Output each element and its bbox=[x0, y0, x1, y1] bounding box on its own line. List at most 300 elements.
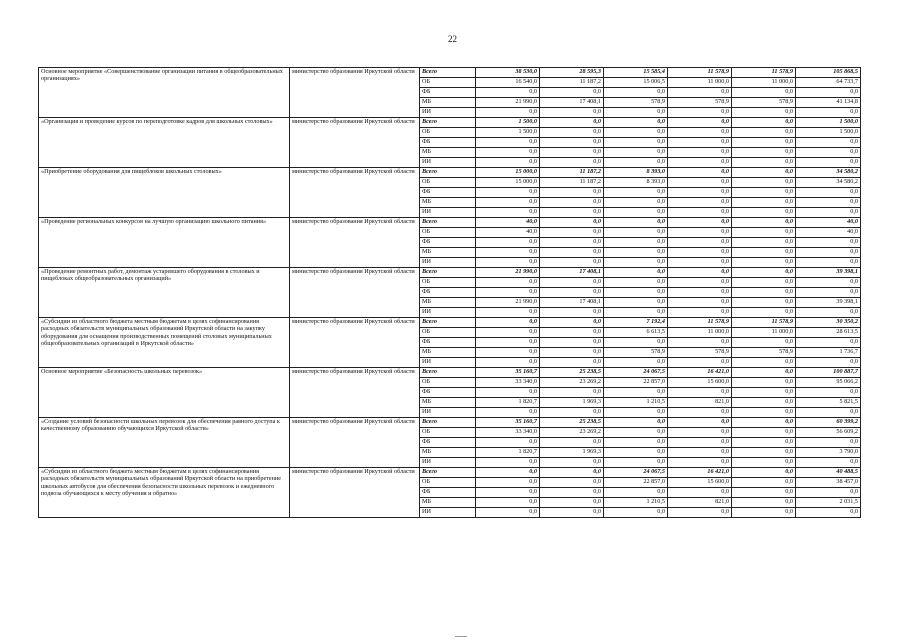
year-value: 0,0 bbox=[668, 158, 732, 168]
total-value: 0,0 bbox=[796, 338, 861, 348]
activity-name: «Субсидии из областного бюджета местным бюджетам в целях софинансирования расходных обязательств муниципальных образований Иркутской области на приобретение школьных автобусов для обеспечения безопасности школьных перевозок и ежедневного подвоза обучающихся к месту обучения и обратно» bbox=[39, 468, 290, 518]
funding-source: Всего bbox=[420, 318, 476, 328]
year-value: 11 578,9 bbox=[668, 318, 732, 328]
responsible-organization: министерство образования Иркутской области bbox=[290, 418, 420, 468]
funding-source: ФБ bbox=[420, 488, 476, 498]
total-value: 30 350,2 bbox=[796, 318, 861, 328]
year-value: 0,0 bbox=[668, 188, 732, 198]
total-value: 0,0 bbox=[796, 288, 861, 298]
table-row bbox=[39, 68, 861, 78]
total-value: 0,0 bbox=[796, 308, 861, 318]
year-value: 11 578,9 bbox=[668, 68, 732, 78]
responsible-organization: министерство образования Иркутской области bbox=[290, 368, 420, 418]
funding-source: ФБ bbox=[420, 338, 476, 348]
table-row bbox=[39, 318, 861, 328]
year-value: 15 600,0 bbox=[668, 478, 732, 488]
year-value: 0,0 bbox=[604, 128, 668, 138]
total-value: 64 733,7 bbox=[796, 78, 861, 88]
funding-source: МБ bbox=[420, 148, 476, 158]
year-value: 0,0 bbox=[732, 148, 796, 158]
total-value: 1 500,0 bbox=[796, 128, 861, 138]
activity-name: «Проведение региональных конкурсов на лучшую организацию школьного питания» bbox=[39, 218, 290, 268]
year-value: 0,0 bbox=[732, 498, 796, 508]
funding-source: ОБ bbox=[420, 178, 476, 188]
year-value: 0,0 bbox=[604, 488, 668, 498]
year-value: 24 067,5 bbox=[604, 468, 668, 478]
year-value: 0,0 bbox=[540, 118, 604, 128]
year-value: 0,0 bbox=[732, 298, 796, 308]
year-value: 0,0 bbox=[540, 158, 604, 168]
year-value: 0,0 bbox=[668, 258, 732, 268]
year-value: 0,0 bbox=[604, 208, 668, 218]
year-value: 0,0 bbox=[732, 238, 796, 248]
year-value: 28 595,3 bbox=[540, 68, 604, 78]
total-value: 0,0 bbox=[796, 508, 861, 518]
year-value: 16 540,0 bbox=[476, 78, 540, 88]
year-value: 0,0 bbox=[604, 258, 668, 268]
total-value: 0,0 bbox=[796, 258, 861, 268]
year-value: 0,0 bbox=[732, 448, 796, 458]
total-value: 0,0 bbox=[796, 198, 861, 208]
funding-source: ФБ bbox=[420, 188, 476, 198]
total-value: 0,0 bbox=[796, 208, 861, 218]
year-value: 23 269,2 bbox=[540, 378, 604, 388]
year-value: 0,0 bbox=[668, 418, 732, 428]
year-value: 22 857,0 bbox=[604, 378, 668, 388]
year-value: 0,0 bbox=[732, 108, 796, 118]
total-value: 0,0 bbox=[796, 278, 861, 288]
year-value: 0,0 bbox=[476, 318, 540, 328]
year-value: 11 187,2 bbox=[540, 78, 604, 88]
total-value: 34 580,2 bbox=[796, 178, 861, 188]
year-value: 0,0 bbox=[732, 88, 796, 98]
year-value: 0,0 bbox=[668, 238, 732, 248]
year-value: 40,0 bbox=[476, 218, 540, 228]
year-value: 0,0 bbox=[476, 288, 540, 298]
table-row bbox=[39, 218, 861, 228]
funding-source: МБ bbox=[420, 98, 476, 108]
activity-name: Основное мероприятие «Безопасность школьных перевозок» bbox=[39, 368, 290, 418]
responsible-organization: министерство образования Иркутской области bbox=[290, 468, 420, 518]
funding-source: МБ bbox=[420, 498, 476, 508]
year-value: 0,0 bbox=[732, 188, 796, 198]
year-value: 0,0 bbox=[604, 338, 668, 348]
total-value: 28 613,5 bbox=[796, 328, 861, 338]
table-row bbox=[39, 468, 861, 478]
funding-source: ОБ bbox=[420, 478, 476, 488]
year-value: 0,0 bbox=[732, 258, 796, 268]
year-value: 11 000,0 bbox=[732, 78, 796, 88]
funding-source: Всего bbox=[420, 218, 476, 228]
year-value: 0,0 bbox=[668, 338, 732, 348]
year-value: 0,0 bbox=[668, 138, 732, 148]
year-value: 0,0 bbox=[540, 288, 604, 298]
total-value: 0,0 bbox=[796, 188, 861, 198]
year-value: 1 969,3 bbox=[540, 448, 604, 458]
total-value: 34 580,2 bbox=[796, 168, 861, 178]
year-value: 0,0 bbox=[732, 398, 796, 408]
year-value: 38 530,0 bbox=[476, 68, 540, 78]
year-value: 0,0 bbox=[476, 108, 540, 118]
responsible-organization: министерство образования Иркутской области bbox=[290, 168, 420, 218]
year-value: 1 969,3 bbox=[540, 398, 604, 408]
year-value: 0,0 bbox=[668, 108, 732, 118]
year-value: 0,0 bbox=[540, 208, 604, 218]
year-value: 17 408,1 bbox=[540, 268, 604, 278]
year-value: 0,0 bbox=[668, 148, 732, 158]
funding-source: МБ bbox=[420, 198, 476, 208]
year-value: 0,0 bbox=[476, 328, 540, 338]
year-value: 0,0 bbox=[476, 208, 540, 218]
year-value: 11 578,9 bbox=[732, 68, 796, 78]
year-value: 821,0 bbox=[668, 398, 732, 408]
activity-name: Основное мероприятие «Совершенствование организации питания в общеобразовательных организациях» bbox=[39, 68, 290, 118]
year-value: 0,0 bbox=[476, 498, 540, 508]
funding-source: ИИ bbox=[420, 258, 476, 268]
table-row bbox=[39, 268, 861, 278]
year-value: 0,0 bbox=[732, 278, 796, 288]
funding-source: ОБ bbox=[420, 328, 476, 338]
year-value: 0,0 bbox=[540, 438, 604, 448]
year-value: 0,0 bbox=[540, 468, 604, 478]
year-value: 15 006,5 bbox=[604, 78, 668, 88]
total-value: 2 031,5 bbox=[796, 498, 861, 508]
year-value: 25 238,5 bbox=[540, 368, 604, 378]
year-value: 0,0 bbox=[540, 258, 604, 268]
year-value: 35 160,7 bbox=[476, 418, 540, 428]
year-value: 0,0 bbox=[732, 158, 796, 168]
activity-name: «Организация и проведение курсов по переподготовке кадров для школьных столовых» bbox=[39, 118, 290, 168]
year-value: 0,0 bbox=[476, 408, 540, 418]
total-value: 0,0 bbox=[796, 138, 861, 148]
total-value: 56 609,2 bbox=[796, 428, 861, 438]
year-value: 0,0 bbox=[668, 268, 732, 278]
funding-source: ОБ bbox=[420, 428, 476, 438]
funding-source: ФБ bbox=[420, 238, 476, 248]
year-value: 0,0 bbox=[668, 408, 732, 418]
year-value: 0,0 bbox=[604, 438, 668, 448]
year-value: 0,0 bbox=[604, 358, 668, 368]
year-value: 0,0 bbox=[540, 238, 604, 248]
funding-source: Всего bbox=[420, 268, 476, 278]
year-value: 0,0 bbox=[604, 428, 668, 438]
year-value: 15 585,4 bbox=[604, 68, 668, 78]
year-value: 0,0 bbox=[540, 338, 604, 348]
total-value: 0,0 bbox=[796, 438, 861, 448]
activity-name: «Приобретение оборудования для пищеблоков школьных столовых» bbox=[39, 168, 290, 218]
funding-source: ОБ bbox=[420, 378, 476, 388]
year-value: 25 238,5 bbox=[540, 418, 604, 428]
year-value: 0,0 bbox=[668, 448, 732, 458]
funding-source: ФБ bbox=[420, 138, 476, 148]
responsible-organization: министерство образования Иркутской области bbox=[290, 68, 420, 118]
year-value: 0,0 bbox=[732, 508, 796, 518]
year-value: 6 613,5 bbox=[604, 328, 668, 338]
year-value: 0,0 bbox=[540, 278, 604, 288]
year-value: 0,0 bbox=[604, 118, 668, 128]
year-value: 0,0 bbox=[668, 178, 732, 188]
funding-source: Всего bbox=[420, 168, 476, 178]
year-value: 0,0 bbox=[476, 348, 540, 358]
year-value: 0,0 bbox=[732, 138, 796, 148]
year-value: 0,0 bbox=[476, 88, 540, 98]
year-value: 0,0 bbox=[732, 118, 796, 128]
total-value: 0,0 bbox=[796, 108, 861, 118]
year-value: 0,0 bbox=[604, 218, 668, 228]
funding-source: Всего bbox=[420, 118, 476, 128]
year-value: 0,0 bbox=[604, 288, 668, 298]
year-value: 0,0 bbox=[604, 418, 668, 428]
year-value: 21 990,0 bbox=[476, 98, 540, 108]
total-value: 95 066,2 bbox=[796, 378, 861, 388]
year-value: 24 067,5 bbox=[604, 368, 668, 378]
funding-source: МБ bbox=[420, 248, 476, 258]
year-value: 0,0 bbox=[604, 238, 668, 248]
funding-source: ИИ bbox=[420, 208, 476, 218]
year-value: 0,0 bbox=[604, 508, 668, 518]
total-value: 0,0 bbox=[796, 158, 861, 168]
year-value: 578,9 bbox=[668, 98, 732, 108]
total-value: 0,0 bbox=[796, 488, 861, 498]
year-value: 0,0 bbox=[668, 288, 732, 298]
year-value: 0,0 bbox=[668, 208, 732, 218]
year-value: 0,0 bbox=[540, 198, 604, 208]
year-value: 0,0 bbox=[732, 308, 796, 318]
year-value: 1 500,0 bbox=[476, 128, 540, 138]
total-value: 1 736,7 bbox=[796, 348, 861, 358]
year-value: 0,0 bbox=[540, 128, 604, 138]
year-value: 0,0 bbox=[732, 368, 796, 378]
year-value: 1 820,7 bbox=[476, 448, 540, 458]
funding-source: ФБ bbox=[420, 288, 476, 298]
funding-source: Всего bbox=[420, 468, 476, 478]
year-value: 0,0 bbox=[732, 458, 796, 468]
total-value: 105 868,5 bbox=[796, 68, 861, 78]
budget-table-body bbox=[39, 68, 861, 518]
funding-source: ИИ bbox=[420, 108, 476, 118]
year-value: 0,0 bbox=[540, 318, 604, 328]
year-value: 0,0 bbox=[604, 298, 668, 308]
total-value: 0,0 bbox=[796, 458, 861, 468]
year-value: 0,0 bbox=[476, 258, 540, 268]
year-value: 0,0 bbox=[668, 388, 732, 398]
year-value: 0,0 bbox=[604, 228, 668, 238]
year-value: 0,0 bbox=[540, 478, 604, 488]
funding-source: ОБ bbox=[420, 228, 476, 238]
year-value: 40,0 bbox=[476, 228, 540, 238]
year-value: 11 187,2 bbox=[540, 168, 604, 178]
year-value: 21 990,0 bbox=[476, 268, 540, 278]
year-value: 0,0 bbox=[668, 278, 732, 288]
year-value: 15 600,0 bbox=[668, 378, 732, 388]
total-value: 0,0 bbox=[796, 358, 861, 368]
year-value: 0,0 bbox=[668, 438, 732, 448]
year-value: 0,0 bbox=[604, 458, 668, 468]
total-value: 0,0 bbox=[796, 88, 861, 98]
year-value: 0,0 bbox=[540, 248, 604, 258]
year-value: 1 500,0 bbox=[476, 118, 540, 128]
year-value: 0,0 bbox=[476, 158, 540, 168]
funding-source: ИИ bbox=[420, 458, 476, 468]
year-value: 11 187,2 bbox=[540, 178, 604, 188]
year-value: 0,0 bbox=[476, 148, 540, 158]
year-value: 0,0 bbox=[604, 408, 668, 418]
total-value: 0,0 bbox=[796, 238, 861, 248]
table-row bbox=[39, 168, 861, 178]
funding-source: ИИ bbox=[420, 158, 476, 168]
year-value: 0,0 bbox=[668, 358, 732, 368]
year-value: 21 990,0 bbox=[476, 298, 540, 308]
funding-source: МБ bbox=[420, 448, 476, 458]
year-value: 23 269,2 bbox=[540, 428, 604, 438]
total-value: 39 398,1 bbox=[796, 298, 861, 308]
funding-source: МБ bbox=[420, 298, 476, 308]
year-value: 0,0 bbox=[476, 468, 540, 478]
year-value: 0,0 bbox=[732, 468, 796, 478]
year-value: 0,0 bbox=[604, 448, 668, 458]
year-value: 35 160,7 bbox=[476, 368, 540, 378]
responsible-organization: министерство образования Иркутской области bbox=[290, 118, 420, 168]
year-value: 0,0 bbox=[604, 138, 668, 148]
year-value: 22 857,0 bbox=[604, 478, 668, 488]
year-value: 0,0 bbox=[540, 148, 604, 158]
total-value: 60 399,2 bbox=[796, 418, 861, 428]
year-value: 578,9 bbox=[732, 348, 796, 358]
year-value: 0,0 bbox=[476, 388, 540, 398]
funding-source: ФБ bbox=[420, 388, 476, 398]
year-value: 11 000,0 bbox=[732, 328, 796, 338]
funding-source: ФБ bbox=[420, 88, 476, 98]
year-value: 0,0 bbox=[732, 268, 796, 278]
year-value: 0,0 bbox=[540, 138, 604, 148]
year-value: 0,0 bbox=[476, 238, 540, 248]
activity-name: «Проведение ремонтных работ, демонтаж устаревшего оборудования в столовых и пищеблоках общеобразовательных организаций» bbox=[39, 268, 290, 318]
year-value: 0,0 bbox=[732, 418, 796, 428]
total-value: 0,0 bbox=[796, 388, 861, 398]
year-value: 16 421,0 bbox=[668, 468, 732, 478]
year-value: 0,0 bbox=[540, 108, 604, 118]
year-value: 0,0 bbox=[604, 198, 668, 208]
year-value: 0,0 bbox=[476, 138, 540, 148]
year-value: 0,0 bbox=[668, 428, 732, 438]
year-value: 0,0 bbox=[604, 278, 668, 288]
year-value: 0,0 bbox=[668, 198, 732, 208]
year-value: 0,0 bbox=[668, 118, 732, 128]
total-value: 40 488,5 bbox=[796, 468, 861, 478]
total-value: 5 821,5 bbox=[796, 398, 861, 408]
year-value: 0,0 bbox=[732, 248, 796, 258]
year-value: 0,0 bbox=[604, 88, 668, 98]
year-value: 578,9 bbox=[732, 98, 796, 108]
total-value: 1 500,0 bbox=[796, 118, 861, 128]
year-value: 11 000,0 bbox=[668, 328, 732, 338]
year-value: 0,0 bbox=[732, 218, 796, 228]
year-value: 0,0 bbox=[604, 308, 668, 318]
year-value: 0,0 bbox=[668, 308, 732, 318]
activity-name: «Создание условий безопасности школьных перевозок для обеспечения равного доступа к качественному образованию обучающихся Иркутской области» bbox=[39, 418, 290, 468]
total-value: 3 790,0 bbox=[796, 448, 861, 458]
year-value: 8 393,0 bbox=[604, 178, 668, 188]
year-value: 0,0 bbox=[476, 308, 540, 318]
funding-source: МБ bbox=[420, 398, 476, 408]
year-value: 0,0 bbox=[540, 348, 604, 358]
table-row bbox=[39, 368, 861, 378]
year-value: 0,0 bbox=[476, 488, 540, 498]
year-value: 0,0 bbox=[668, 218, 732, 228]
year-value: 0,0 bbox=[732, 338, 796, 348]
year-value: 0,0 bbox=[476, 358, 540, 368]
year-value: 0,0 bbox=[540, 218, 604, 228]
year-value: 578,9 bbox=[604, 348, 668, 358]
year-value: 7 192,4 bbox=[604, 318, 668, 328]
budget-table bbox=[38, 67, 861, 518]
funding-source: ИИ bbox=[420, 308, 476, 318]
year-value: 0,0 bbox=[604, 158, 668, 168]
year-value: 0,0 bbox=[732, 198, 796, 208]
year-value: 0,0 bbox=[732, 428, 796, 438]
year-value: 0,0 bbox=[732, 228, 796, 238]
year-value: 0,0 bbox=[668, 458, 732, 468]
funding-source: ОБ bbox=[420, 78, 476, 88]
year-value: 0,0 bbox=[732, 388, 796, 398]
responsible-organization: министерство образования Иркутской области bbox=[290, 268, 420, 318]
year-value: 0,0 bbox=[732, 358, 796, 368]
year-value: 0,0 bbox=[604, 148, 668, 158]
year-value: 0,0 bbox=[732, 178, 796, 188]
year-value: 0,0 bbox=[732, 438, 796, 448]
year-value: 33 340,0 bbox=[476, 378, 540, 388]
year-value: 0,0 bbox=[604, 108, 668, 118]
total-value: 40,0 bbox=[796, 228, 861, 238]
year-value: 0,0 bbox=[668, 248, 732, 258]
year-value: 0,0 bbox=[668, 168, 732, 178]
total-value: 40,0 bbox=[796, 218, 861, 228]
year-value: 0,0 bbox=[540, 488, 604, 498]
year-value: 0,0 bbox=[732, 128, 796, 138]
year-value: 0,0 bbox=[476, 188, 540, 198]
responsible-organization: министерство образования Иркутской области bbox=[290, 318, 420, 368]
year-value: 0,0 bbox=[668, 128, 732, 138]
year-value: 0,0 bbox=[476, 278, 540, 288]
year-value: 0,0 bbox=[540, 228, 604, 238]
total-value: 0,0 bbox=[796, 248, 861, 258]
year-value: 16 421,0 bbox=[668, 368, 732, 378]
year-value: 0,0 bbox=[732, 208, 796, 218]
total-value: 0,0 bbox=[796, 148, 861, 158]
year-value: 0,0 bbox=[540, 188, 604, 198]
year-value: 0,0 bbox=[476, 338, 540, 348]
table-row bbox=[39, 418, 861, 428]
funding-source: ОБ bbox=[420, 128, 476, 138]
year-value: 15 000,0 bbox=[476, 178, 540, 188]
year-value: 33 340,0 bbox=[476, 428, 540, 438]
year-value: 0,0 bbox=[540, 88, 604, 98]
year-value: 0,0 bbox=[604, 268, 668, 278]
year-value: 0,0 bbox=[540, 308, 604, 318]
year-value: 0,0 bbox=[668, 508, 732, 518]
year-value: 0,0 bbox=[476, 508, 540, 518]
funding-source: ОБ bbox=[420, 278, 476, 288]
year-value: 0,0 bbox=[540, 408, 604, 418]
year-value: 0,0 bbox=[476, 458, 540, 468]
year-value: 0,0 bbox=[540, 388, 604, 398]
funding-source: МБ bbox=[420, 348, 476, 358]
year-value: 0,0 bbox=[604, 188, 668, 198]
year-value: 1 210,5 bbox=[604, 498, 668, 508]
year-value: 0,0 bbox=[668, 88, 732, 98]
year-value: 11 000,0 bbox=[668, 78, 732, 88]
year-value: 821,0 bbox=[668, 498, 732, 508]
